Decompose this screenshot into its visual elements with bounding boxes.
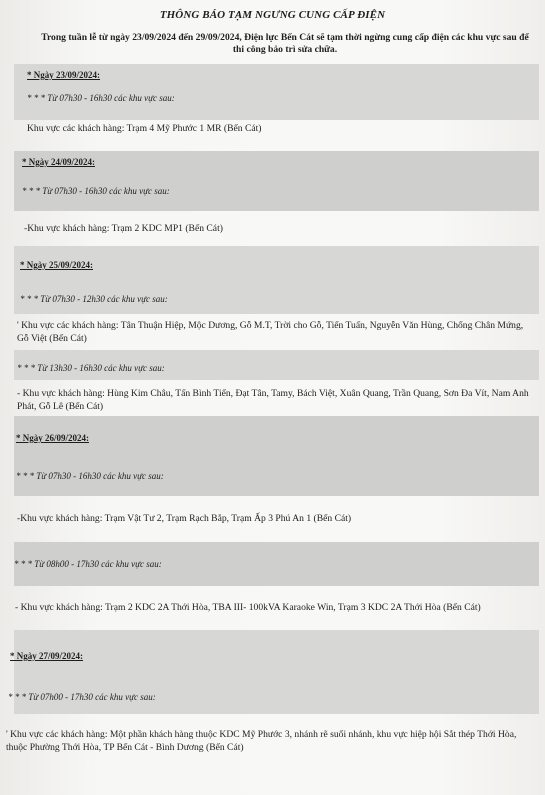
slot-time: * * * Từ 07h00 - 17h30 các khu vực sau: [8,692,156,702]
notice-intro: Trong tuần lễ từ ngày 23/09/2024 đến 29/09/2024, Điện lực Bến Cát sẽ tạm thời ngừng cung cấp điện các khu vực sau để thi công bảo trì sửa chữa. [41,32,529,55]
slot-areas: Khu vực các khách hàng: Trạm 4 Mỹ Phước 1 MR (Bến Cát) [27,123,262,134]
day-date: * Ngày 23/09/2024: [27,70,100,80]
day-date: * Ngày 27/09/2024: [10,651,83,661]
slot-time: * * * Từ 07h30 - 16h30 các khu vực sau: [22,186,170,196]
slot-time: * * * Từ 07h30 - 16h30 các khu vực sau: [16,471,164,481]
day-date: * Ngày 26/09/2024: [16,433,89,443]
day-date: * Ngày 25/09/2024: [20,260,93,270]
slot-areas: ' Khu vực các khách hàng: Một phần khách hàng thuộc KDC Mỹ Phước 3, nhánh rẽ suối nhánh, khu vực hiệp hội Sắt thép Thới Hòa, thuộc Phường Thới Hòa, TP Bến Cát - Bình Dương (Bến Cát) [6,729,517,753]
slot-areas: - Khu vực khách hàng: Hùng Kim Châu, Tấn Bình Tiến, Đạt Tân, Tamy, Bách Việt, Xuân Quang, Trần Quang, Sơn Đa Vít, Nam Anh Phát, Gỗ Lê (Bến Cát) [17,388,529,412]
day-date: * Ngày 24/09/2024: [22,157,95,167]
slot-areas: ' Khu vực các khách hàng: Tân Thuận Hiệp, Mộc Dương, Gỗ M.T, Trời cho Gỗ, Tiến Tuấn, Nguyễn Văn Hùng, Chống Chân Mứng, Gỗ Việt (Bến Cát) [17,320,524,344]
slot-areas: -Khu vực khách hàng: Trạm Vật Tư 2, Trạm Rạch Bắp, Trạm Ấp 3 Phú An 1 (Bến Cát) [17,513,352,524]
slot-areas: - Khu vực khách hàng: Trạm 2 KDC 2A Thới Hòa, TBA III- 100kVA Karaoke Win, Trạm 3 KDC 2A Thới Hòa (Bến Cát) [15,602,481,613]
slot-time: * * * Từ 07h30 - 16h30 các khu vực sau: [27,93,175,103]
slot-areas: -Khu vực khách hàng: Trạm 2 KDC MP1 (Bến Cát) [24,223,223,234]
notice-title: THÔNG BÁO TẠM NGƯNG CUNG CẤP ĐIỆN [159,9,386,21]
slot-time: * * * Từ 13h30 - 16h30 các khu vực sau: [17,363,165,373]
slot-time: * * * Từ 07h30 - 12h30 các khu vực sau: [20,294,168,304]
slot-time: * * * Từ 08h00 - 17h30 các khu vực sau: [14,559,162,569]
day-band [14,416,539,496]
